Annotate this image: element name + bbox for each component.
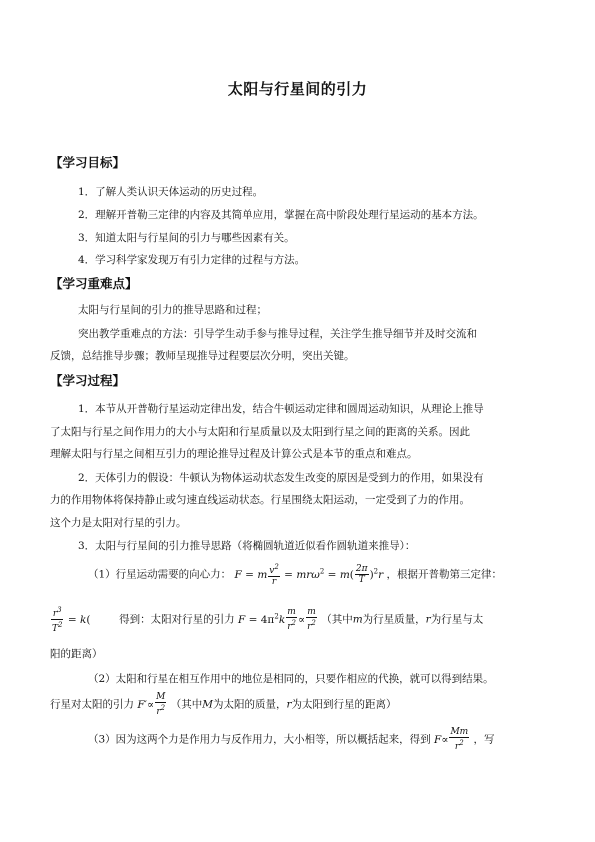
- planet-on-sun-formula: F′∝ $\frac{M}{r^2}$: [137, 692, 166, 717]
- step2-note-1: （其中: [170, 698, 203, 711]
- process-line: 1．本节从开普勒行星运动定律出发，结合牛顿运动定律和圆周运动知识，从理论上推导: [78, 403, 484, 415]
- objective-item: 1．了解人类认识天体运动的历史过程。: [78, 186, 264, 198]
- step2b-line: 行星对太阳的引力 F′∝ $\frac{M}{r^2}$ （其中M为太阳的质量，r为太阳到行星的距离）: [50, 692, 397, 717]
- process-line: 这个力是太阳对行星的引力。: [50, 517, 187, 529]
- step2-note-3: 为太阳到行星的距离）: [291, 698, 397, 711]
- heading-process: 【学习过程】: [50, 373, 126, 388]
- objective-item: 3．知道太阳与行星间的引力与哪些因素有关。: [78, 232, 295, 244]
- difficulty-line: 太阳与行星间的引力的推导思路和过程；: [78, 304, 267, 316]
- step1b-note-1: （其中: [321, 613, 353, 626]
- centripetal-formula: F = m $\frac{v^2}{r}$ = mrω$^2$ = m( $\frac{2\pi}{T}$ )$^2$r: [234, 563, 384, 587]
- sun-on-planet-formula: $F = 4\pi^2k$ $\frac{m}{r^2}$ ∝ $\frac{m}{r^2}$: [237, 607, 316, 632]
- step2-note-2: 为太阳的质量，: [212, 698, 287, 711]
- heading-difficulties: 【学习重难点】: [50, 276, 138, 291]
- step2-prefix: 行星对太阳的引力: [50, 698, 134, 711]
- step1b-note-3: 为行星与太: [430, 613, 484, 626]
- process-line: 理解太阳与行星之间相互引力的理论推导过程及计算公式是本节的重点和难点。: [50, 448, 418, 460]
- process-line: 阳的距离）: [50, 648, 103, 660]
- step1-prefix: （1）行星运动需要的向心力：: [88, 568, 232, 581]
- step3-line: [88, 727, 588, 752]
- process-line: 3．太阳与行星间的引力推导思路（将椭圆轨道近似看作圆轨道来推导）：: [78, 540, 416, 552]
- step1b-line: $\frac{r^3}{T^2}$ = k( 得到：太阳对行星的引力 $F = 4\pi^2k$ $\frac{m}{r^2}$ ∝ $\frac{m}{r^2}$ （其中m为行星质量，r为行星与太: [52, 606, 484, 634]
- heading-objectives: 【学习目标】: [50, 155, 126, 170]
- process-line: 了太阳与行星之间作用力的大小与太阳和行星质量以及太阳到行星之间的距离的关系。因此: [50, 426, 470, 438]
- step1b-note-2: 为行星质量，: [362, 613, 426, 626]
- page-title: 太阳与行星间的引力: [227, 80, 368, 98]
- process-line: 力的作用物体将保持静止或匀速直线运动状态。行星围绕太阳运动，一定受到了力的作用。: [50, 494, 470, 506]
- difficulty-line: 突出教学重难点的方法：引导学生动手参与推导过程，关注学生推导细节并及时交流和: [78, 328, 477, 340]
- kepler-formula: $\frac{r^3}{T^2}$ = k(: [52, 606, 91, 634]
- process-line: 2．天体引力的假设：牛顿认为物体运动状态发生改变的原因是受到力的作用，如果没有: [78, 472, 484, 484]
- step1b-text: 得到：太阳对行星的引力: [119, 613, 235, 626]
- step3-suffix: ，写: [473, 733, 495, 746]
- mutual-force-formula: F∝ $\frac{Mm}{r^2}$: [434, 727, 469, 752]
- step3-prefix: （3）因为这两个力是作用力与反作用力，大小相等，所以概括起来，得到: [88, 733, 431, 746]
- step2-line: （2）太阳和行星在相互作用中的地位是相同的，只要作相应的代换，就可以得到结果。: [88, 673, 494, 685]
- step1-line: [88, 562, 588, 587]
- step1-suffix: ，根据开普勒第三定律：: [386, 568, 503, 581]
- objective-item: 2．理解开普勒三定律的内容及其简单应用，掌握在高中阶段处理行星运动的基本方法。: [78, 209, 484, 221]
- objective-item: 4．学习科学家发现万有引力定律的过程与方法。: [78, 254, 306, 266]
- difficulty-line: 反馈，总结推导步骤；教师呈现推导过程要层次分明，突出关键。: [50, 350, 355, 362]
